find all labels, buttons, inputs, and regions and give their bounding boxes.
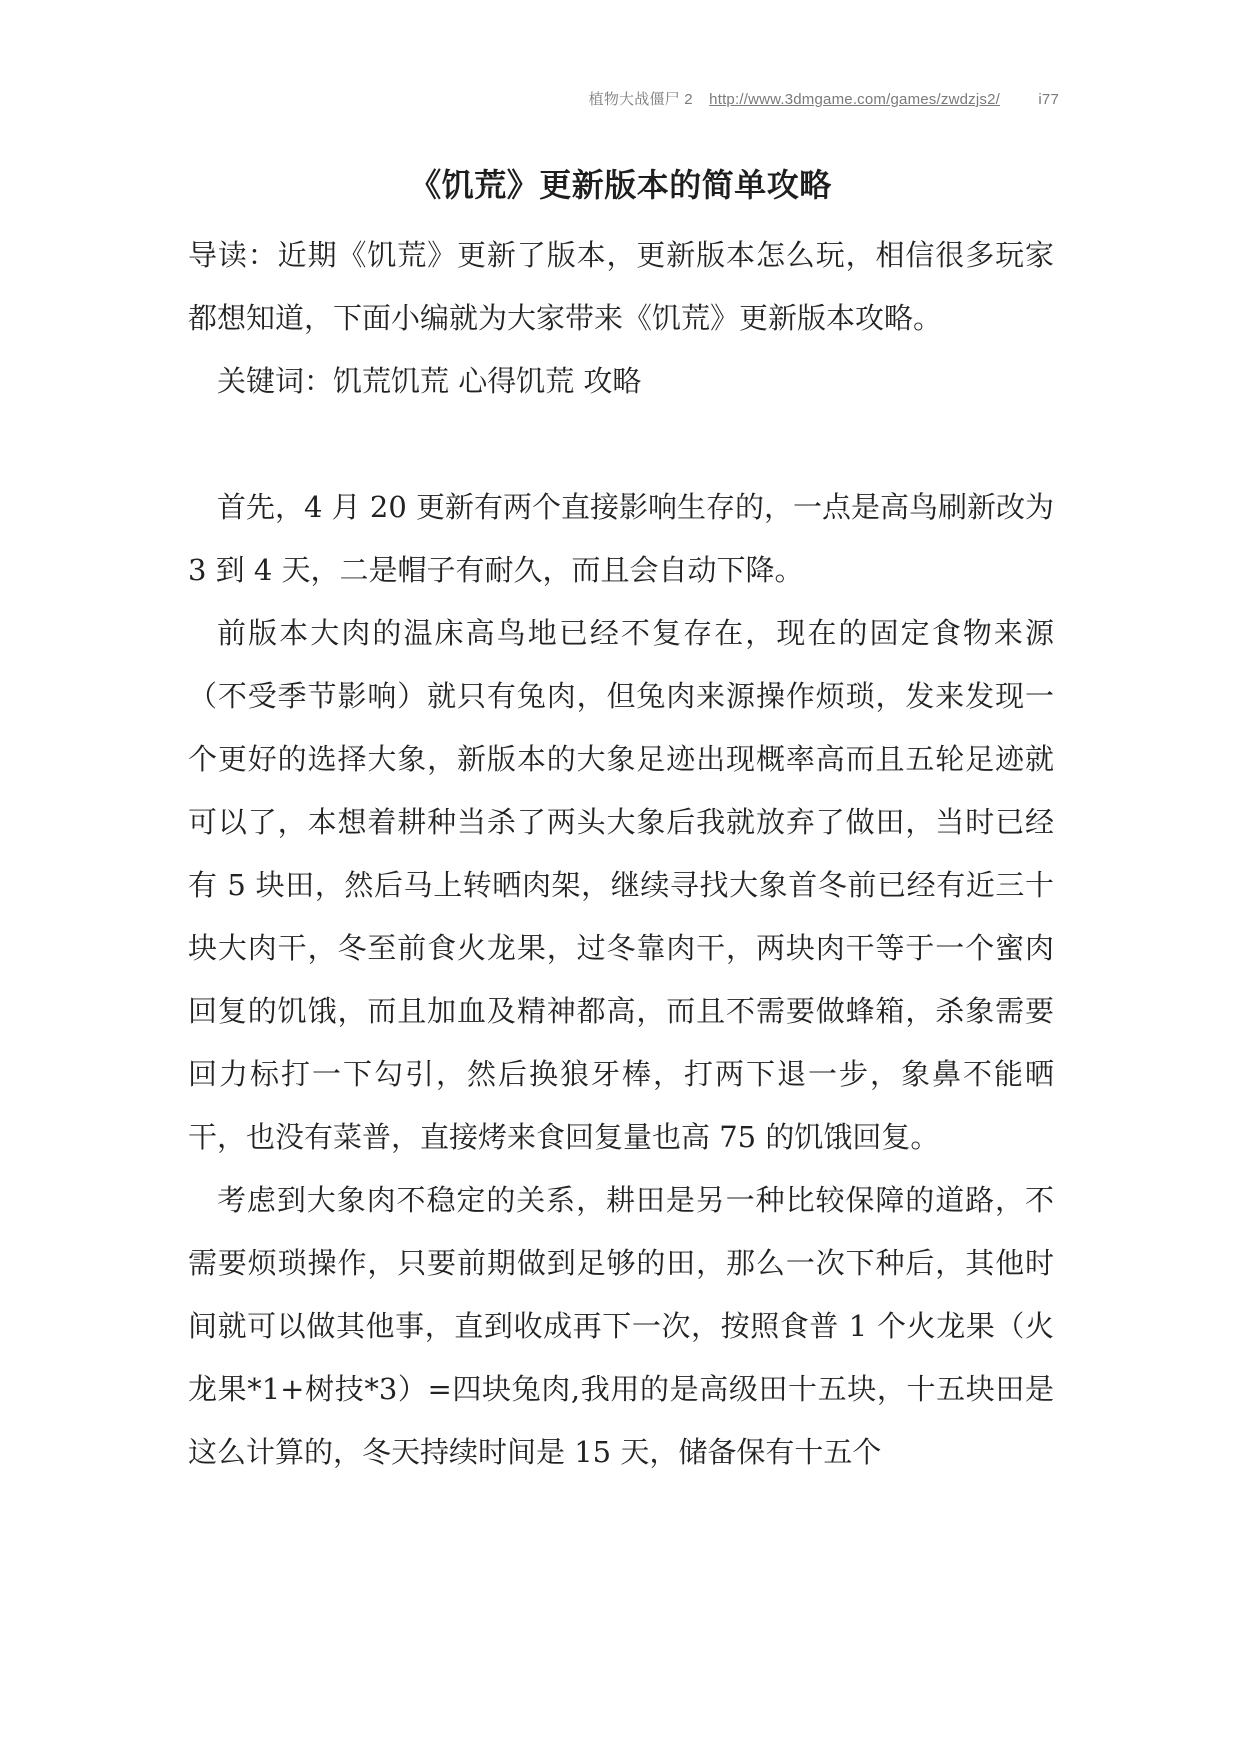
- header-site-link[interactable]: http://www.3dmgame.com/games/zwdzjs2/: [709, 91, 1000, 108]
- article-keywords: 关键词：饥荒饥荒 心得饥荒 攻略: [217, 364, 642, 398]
- header-site-name: 植物大战僵尸 2: [588, 91, 693, 108]
- article-title: 《饥荒》更新版本的简单攻略: [409, 166, 832, 204]
- article-paragraph: 前版本大肉的温床高鸟地已经不复存在，现在的固定食物来源（不受季节影响）就只有兔肉，但兔肉来源操作烦琐，发来发现一个更好的选择大象，新版本的大象足迹出现概率高而且五轮足迹就可以了，本想着耕种当杀了两头大象后我就放弃了做田，当时已经有 5 块田，然后马上转晒肉架，继续寻找大象首冬前已经有近三十块大肉干，冬至前食火龙果，过冬靠肉干，两块肉干等于一个蜜肉回复的饥饿，而且加血及精神都高，而且不需要做蜂箱，杀象需要回力标打一下勾引，然后换狼牙棒，打两下退一步，象鼻不能晒干，也没有菜普，直接烤来食回复量也高 75 的饥饿回复。: [188, 616, 1054, 1154]
- page-header: [589, 88, 1059, 109]
- header-page-code: i77: [1038, 91, 1059, 108]
- article-body: [188, 224, 1054, 1484]
- article-paragraph: 考虑到大象肉不稳定的关系，耕田是另一种比较保障的道路，不需要烦琐操作，只要前期做到足够的田，那么一次下种后，其他时间就可以做其他事，直到收成再下一次，按照食普 1 个火龙果（火龙果*1+树技*3）=四块兔肉,我用的是高级田十五块，十五块田是这么计算的，冬天持续时间是 15 天，储备保有十五个: [188, 1183, 1054, 1469]
- article-intro: 导读：近期《饥荒》更新了版本，更新版本怎么玩，相信很多玩家都想知道，下面小编就为大家带来《饥荒》更新版本攻略。: [188, 238, 1054, 335]
- article-paragraph: 首先，4 月 20 更新有两个直接影响生存的，一点是高鸟刷新改为 3 到 4 天，二是帽子有耐久，而且会自动下降。: [188, 490, 1055, 587]
